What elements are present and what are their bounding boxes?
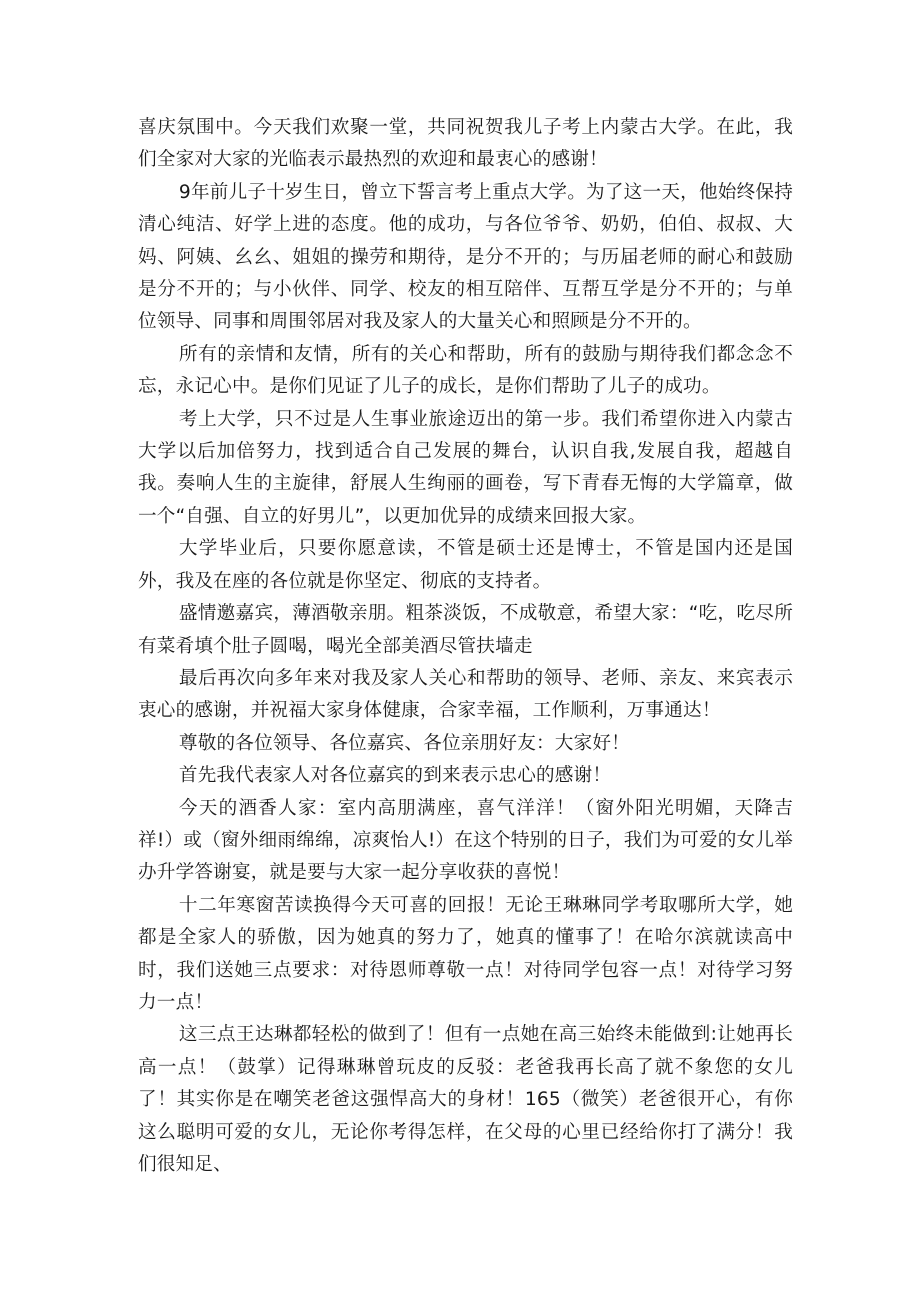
- paragraph-4: 考上大学，只不过是人生事业旅途迈出的第一步。我们希望你进入内蒙古大学以后加倍努力，找到适合自己发展的舞台，认识自我,发展自我，超越自我。奏响人生的主旋律，舒展人生绚丽的画卷，写下青春无悔的大学篇章，做一个“自强、自立的好男儿”，以更加优异的成绩来回报大家。: [138, 408, 793, 527]
- paragraph-2: 9年前儿子十岁生日，曾立下誓言考上重点大学。为了这一天，他始终保持清心纯洁、好学上进的态度。他的成功，与各位爷爷、奶奶，伯伯、叔叔、大妈、阿姨、幺幺、姐姐的操劳和期待，是分不开的；与历届老师的耐心和鼓励是分不开的；与小伙伴、同学、校友的相互陪伴、互帮互学是分不开的；与单位领导、同事和周围邻居对我及家人的大量关心和照顾是分不开的。: [138, 181, 793, 333]
- document-body: [138, 112, 793, 1181]
- paragraph-8: 尊敬的各位领导、各位嘉宾、各位亲朋好友：大家好！: [178, 732, 630, 754]
- paragraph-11: 十二年寒窗苦读换得今天可喜的回报！无论王琳琳同学考取哪所大学，她都是全家人的骄傲，因为她真的努力了，她真的懂事了！在哈尔滨就读高中时，我们送她三点要求：对待恩师尊敬一点！对待同学包容一点！对待学习努力一点！: [138, 894, 793, 1013]
- paragraph-10: 今天的酒香人家：室内高朋满座，喜气洋洋！（窗外阳光明媚，天降吉祥!）或（窗外细雨绵绵，凉爽怡人!）在这个特别的日子，我们为可爱的女儿举办升学答谢宴，就是要与大家一起分享收获的喜悦！: [138, 797, 793, 884]
- paragraph-3: 所有的亲情和友情，所有的关心和帮助，所有的鼓励与期待我们都念念不忘，永记心中。是你们见证了儿子的成长，是你们帮助了儿子的成功。: [138, 343, 793, 398]
- paragraph-12: 这三点王达琳都轻松的做到了！但有一点她在高三始终未能做到:让她再长高一点！（鼓掌）记得琳琳曾玩皮的反驳：老爸我再长高了就不象您的女儿了！其实你是在嘲笑老爸这强悍高大的身材！165（微笑）老爸很开心，有你这么聪明可爱的女儿，无论你考得怎样，在父母的心里已经给你打了满分！我们很知足、: [138, 1024, 793, 1175]
- paragraph-9: 首先我代表家人对各位嘉宾的到来表示忠心的感谢！: [178, 765, 612, 787]
- paragraph-6: 盛情邀嘉宾，薄酒敬亲朋。粗茶淡饭，不成敬意，希望大家：“吃，吃尽所有菜肴填个肚子圆喝，喝光全部美酒尽管扶墙走: [138, 603, 793, 657]
- paragraph-5: 大学毕业后，只要你愿意读，不管是硕士还是博士，不管是国内还是国外，我及在座的各位就是你坚定、彻底的支持者。: [138, 538, 793, 592]
- paragraph-1: 喜庆氛围中。今天我们欢聚一堂，共同祝贺我儿子考上内蒙古大学。在此，我们全家对大家的光临表示最热烈的欢迎和最衷心的感谢！: [138, 117, 793, 171]
- paragraph-7: 最后再次向多年来对我及家人关心和帮助的领导、老师、亲友、来宾表示衷心的感谢，并祝福大家身体健康，合家幸福，工作顺利，万事通达！: [138, 667, 793, 722]
